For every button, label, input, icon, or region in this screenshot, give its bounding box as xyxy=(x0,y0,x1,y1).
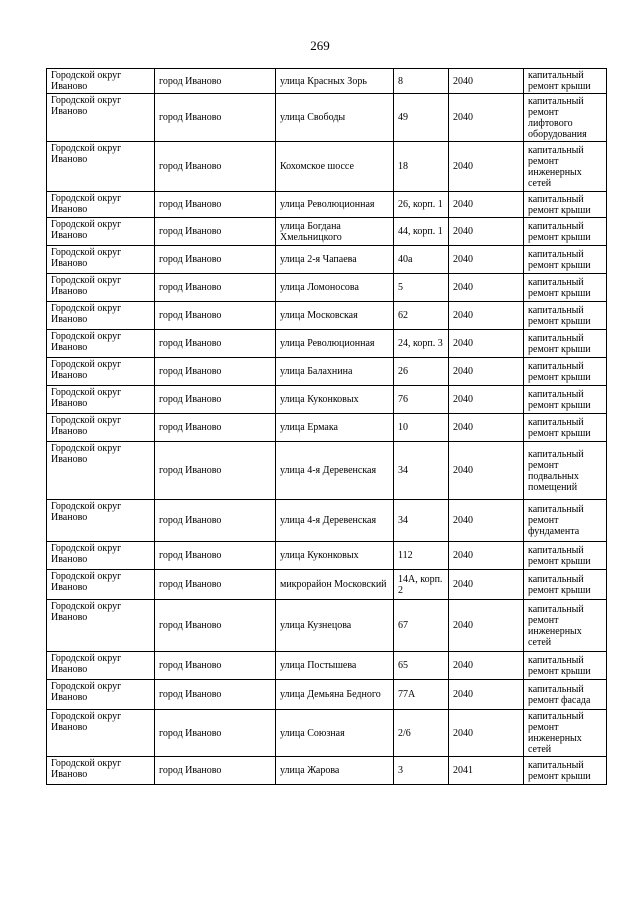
table-row xyxy=(47,600,607,652)
cell-district: Городской округ Иваново xyxy=(47,542,155,570)
table-row xyxy=(47,386,607,414)
cell-year: 2040 xyxy=(449,600,524,652)
cell-year: 2040 xyxy=(449,330,524,358)
cell-city: город Иваново xyxy=(155,570,276,600)
cell-city: город Иваново xyxy=(155,542,276,570)
cell-city: город Иваново xyxy=(155,330,276,358)
cell-work: капитальный ремонт лифтового оборудования xyxy=(524,94,607,142)
cell-street: улица 4-я Деревенская xyxy=(276,500,394,542)
cell-work: капитальный ремонт крыши xyxy=(524,414,607,442)
cell-year: 2040 xyxy=(449,710,524,757)
cell-year: 2040 xyxy=(449,500,524,542)
cell-house: 14А, корп. 2 xyxy=(394,570,449,600)
table-row xyxy=(47,652,607,680)
cell-year: 2040 xyxy=(449,386,524,414)
cell-district: Городской округ Иваново xyxy=(47,414,155,442)
cell-city: город Иваново xyxy=(155,442,276,500)
cell-work: капитальный ремонт крыши xyxy=(524,192,607,218)
table-row xyxy=(47,414,607,442)
cell-city: город Иваново xyxy=(155,274,276,302)
table-row xyxy=(47,302,607,330)
cell-house: 2/6 xyxy=(394,710,449,757)
table-row xyxy=(47,274,607,302)
cell-house: 26, корп. 1 xyxy=(394,192,449,218)
cell-district: Городской округ Иваново xyxy=(47,600,155,652)
cell-city: город Иваново xyxy=(155,757,276,785)
cell-house: 34 xyxy=(394,500,449,542)
cell-district: Городской округ Иваново xyxy=(47,386,155,414)
cell-house: 49 xyxy=(394,94,449,142)
cell-street: улица Революционная xyxy=(276,192,394,218)
cell-house: 44, корп. 1 xyxy=(394,218,449,246)
cell-street: улица Ломоносова xyxy=(276,274,394,302)
cell-house: 10 xyxy=(394,414,449,442)
cell-work: капитальный ремонт крыши xyxy=(524,302,607,330)
cell-city: город Иваново xyxy=(155,386,276,414)
table-row xyxy=(47,246,607,274)
cell-district: Городской округ Иваново xyxy=(47,710,155,757)
cell-work: капитальный ремонт подвальных помещений xyxy=(524,442,607,500)
cell-work: капитальный ремонт крыши xyxy=(524,246,607,274)
cell-district: Городской округ Иваново xyxy=(47,274,155,302)
cell-city: город Иваново xyxy=(155,414,276,442)
cell-house: 26 xyxy=(394,358,449,386)
cell-house: 24, корп. 3 xyxy=(394,330,449,358)
cell-year: 2040 xyxy=(449,442,524,500)
cell-year: 2040 xyxy=(449,94,524,142)
cell-work: капитальный ремонт инженерных сетей xyxy=(524,600,607,652)
cell-work: капитальный ремонт крыши xyxy=(524,330,607,358)
cell-city: город Иваново xyxy=(155,500,276,542)
cell-street: улица Демьяна Бедного xyxy=(276,680,394,710)
cell-house: 8 xyxy=(394,69,449,94)
cell-house: 77А xyxy=(394,680,449,710)
cell-work: капитальный ремонт фундамента xyxy=(524,500,607,542)
cell-district: Городской округ Иваново xyxy=(47,358,155,386)
page-number: 269 xyxy=(310,38,330,53)
cell-work: капитальный ремонт крыши xyxy=(524,757,607,785)
cell-work: капитальный ремонт крыши xyxy=(524,542,607,570)
table-row xyxy=(47,142,607,192)
cell-street: улица 2-я Чапаева xyxy=(276,246,394,274)
cell-city: город Иваново xyxy=(155,69,276,94)
cell-street: улица Жарова xyxy=(276,757,394,785)
cell-street: улица Постышева xyxy=(276,652,394,680)
cell-house: 67 xyxy=(394,600,449,652)
cell-district: Городской округ Иваново xyxy=(47,302,155,330)
cell-house: 112 xyxy=(394,542,449,570)
table-row xyxy=(47,442,607,500)
cell-street: Кохомское шоссе xyxy=(276,142,394,192)
cell-year: 2041 xyxy=(449,757,524,785)
cell-year: 2040 xyxy=(449,142,524,192)
cell-city: город Иваново xyxy=(155,94,276,142)
cell-city: город Иваново xyxy=(155,246,276,274)
cell-street: улица Свободы xyxy=(276,94,394,142)
cell-year: 2040 xyxy=(449,69,524,94)
cell-district: Городской округ Иваново xyxy=(47,142,155,192)
cell-year: 2040 xyxy=(449,358,524,386)
cell-district: Городской округ Иваново xyxy=(47,192,155,218)
cell-work: капитальный ремонт крыши xyxy=(524,652,607,680)
cell-district: Городской округ Иваново xyxy=(47,680,155,710)
cell-work: капитальный ремонт инженерных сетей xyxy=(524,142,607,192)
cell-district: Городской округ Иваново xyxy=(47,442,155,500)
cell-district: Городской округ Иваново xyxy=(47,652,155,680)
cell-year: 2040 xyxy=(449,542,524,570)
cell-street: улица Союзная xyxy=(276,710,394,757)
cell-year: 2040 xyxy=(449,246,524,274)
cell-district: Городской округ Иваново xyxy=(47,757,155,785)
cell-city: город Иваново xyxy=(155,302,276,330)
cell-work: капитальный ремонт крыши xyxy=(524,218,607,246)
cell-work: капитальный ремонт фасада xyxy=(524,680,607,710)
cell-year: 2040 xyxy=(449,652,524,680)
cell-street: улица Ермака xyxy=(276,414,394,442)
cell-street: улица Куконковых xyxy=(276,386,394,414)
cell-year: 2040 xyxy=(449,274,524,302)
cell-house: 18 xyxy=(394,142,449,192)
table-row xyxy=(47,570,607,600)
cell-district: Городской округ Иваново xyxy=(47,570,155,600)
cell-district: Городской округ Иваново xyxy=(47,94,155,142)
cell-city: город Иваново xyxy=(155,218,276,246)
table-body xyxy=(47,69,607,785)
cell-year: 2040 xyxy=(449,570,524,600)
cell-year: 2040 xyxy=(449,192,524,218)
cell-work: капитальный ремонт крыши xyxy=(524,570,607,600)
cell-house: 65 xyxy=(394,652,449,680)
cell-street: улица Революционная xyxy=(276,330,394,358)
table-row xyxy=(47,542,607,570)
cell-city: город Иваново xyxy=(155,142,276,192)
cell-year: 2040 xyxy=(449,218,524,246)
cell-city: город Иваново xyxy=(155,600,276,652)
cell-street: улица Кузнецова xyxy=(276,600,394,652)
cell-city: город Иваново xyxy=(155,652,276,680)
table-row xyxy=(47,680,607,710)
cell-year: 2040 xyxy=(449,302,524,330)
cell-district: Городской округ Иваново xyxy=(47,69,155,94)
cell-city: город Иваново xyxy=(155,710,276,757)
cell-year: 2040 xyxy=(449,680,524,710)
table-row xyxy=(47,192,607,218)
table-row xyxy=(47,218,607,246)
table-row xyxy=(47,94,607,142)
cell-house: 34 xyxy=(394,442,449,500)
cell-house: 76 xyxy=(394,386,449,414)
cell-street: улица Куконковых xyxy=(276,542,394,570)
cell-work: капитальный ремонт крыши xyxy=(524,69,607,94)
cell-district: Городской округ Иваново xyxy=(47,246,155,274)
cell-work: капитальный ремонт крыши xyxy=(524,386,607,414)
table-row xyxy=(47,710,607,757)
table-row xyxy=(47,757,607,785)
cell-work: капитальный ремонт инженерных сетей xyxy=(524,710,607,757)
cell-district: Городской округ Иваново xyxy=(47,330,155,358)
table-row xyxy=(47,500,607,542)
cell-street: улица 4-я Деревенская xyxy=(276,442,394,500)
cell-city: город Иваново xyxy=(155,192,276,218)
cell-district: Городской округ Иваново xyxy=(47,218,155,246)
cell-district: Городской округ Иваново xyxy=(47,500,155,542)
cell-house: 3 xyxy=(394,757,449,785)
cell-house: 62 xyxy=(394,302,449,330)
cell-street: улица Балахнина xyxy=(276,358,394,386)
table-row xyxy=(47,358,607,386)
table-row xyxy=(47,330,607,358)
cell-work: капитальный ремонт крыши xyxy=(524,274,607,302)
cell-year: 2040 xyxy=(449,414,524,442)
cell-street: улица Богдана Хмельницкого xyxy=(276,218,394,246)
cell-street: улица Московская xyxy=(276,302,394,330)
repair-register-table xyxy=(46,68,607,785)
cell-house: 40а xyxy=(394,246,449,274)
cell-street: улица Красных Зорь xyxy=(276,69,394,94)
cell-street: микрорайон Московский xyxy=(276,570,394,600)
cell-city: город Иваново xyxy=(155,358,276,386)
cell-work: капитальный ремонт крыши xyxy=(524,358,607,386)
table-row xyxy=(47,69,607,94)
cell-house: 5 xyxy=(394,274,449,302)
cell-city: город Иваново xyxy=(155,680,276,710)
